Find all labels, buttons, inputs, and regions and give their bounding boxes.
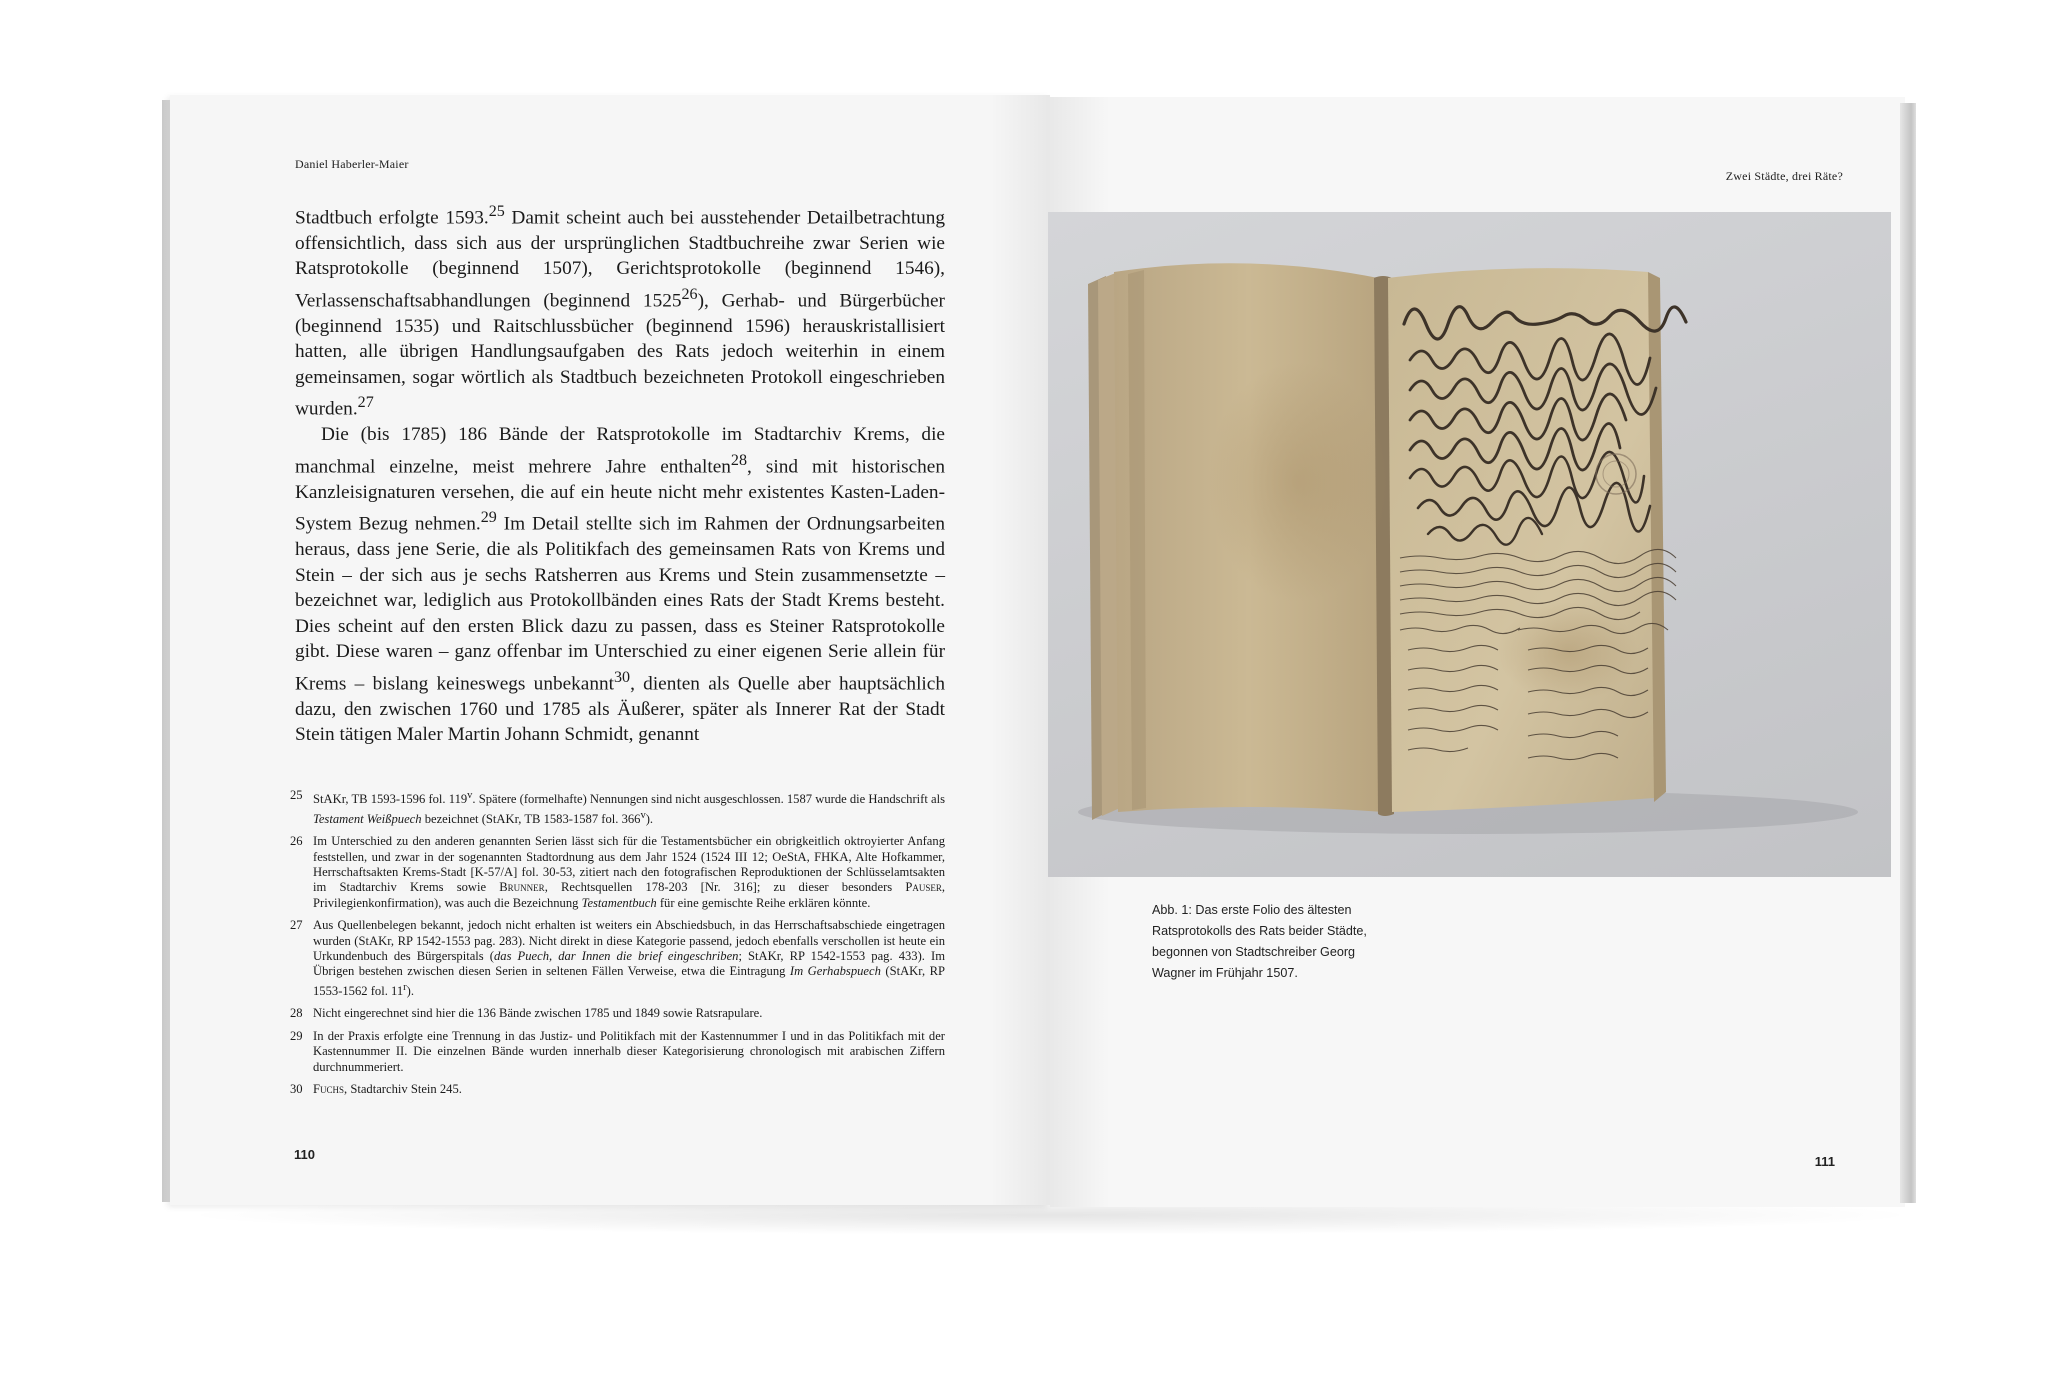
footnote-ref-25[interactable]: 25 <box>488 203 505 220</box>
paragraph-1: Stadtbuch erfolgte 1593.25 Damit scheint auch bei ausstehender Detailbetrachtung offensichtlich, dass sich aus der ursprünglichen Stadtbuchreihe zwar Serien wie Ratsprotokolle (beginnend 1507), Gerichtsprotokolle (beginnend 1546), Verlassenschaftsabhandlungen (beginnend 1525$^{26}$), Gerhab- und Bürgerbücher (beginnend 1535) und Raitschlussbücher (beginnend 1596) herauskristallisiert hatten, alle übrigen Handlungsaufgaben des Rats jedoch weiterhin in einem gemeinsamen, sogar wörtlich als Stadtbuch bezeichneten Protokoll eingeschrieben wurden.$^{27}$ <box>295 203 945 420</box>
footnote-30: 30 Fuchs, Stadtarchiv Stein 245. <box>290 1082 462 1097</box>
footnote-25: 25 StAKr, TB 1593-1596 fol. 119$^v$. Spätere (formelhafte) Nennungen sind nicht ausgeschlossen. 1587 wurde die Handschrift als Testament Weißpuech bezeichnet (StAKr, TB 1583-1587 fol. 366$^v$). <box>290 788 946 826</box>
manuscript-illustration <box>1048 212 1891 877</box>
left-gutter-shade <box>990 95 1050 1205</box>
footnote-ref-26[interactable]: 26 <box>681 285 698 303</box>
right-page-edges <box>1900 103 1916 1203</box>
footnote-ref-30[interactable]: 30 <box>614 668 631 686</box>
figure-caption: Abb. 1: Das erste Folio des ältesten Ratsprotokolls des Rats beider Städte, begonnen von Stadtschreiber Georg Wagner im Frühjahr 1507. <box>1152 903 1367 980</box>
footnote-28: 28 Nicht eingerechnet sind hier die 136 Bände zwischen 1785 und 1849 sowie Ratsrapulare. <box>290 1006 763 1021</box>
footnote-ref-28[interactable]: 28 <box>730 451 747 469</box>
footnote-ref-27[interactable]: 27 <box>357 394 374 412</box>
body-text <box>295 199 945 748</box>
footnote-29: 29 In der Praxis erfolgte eine Trennung in das Justiz- und Politikfach mit der Kastennummer I und in das Politikfach mit der Kastennummer II. Die einzelnen Bände wurden innerhalb dieser Kategorisierung chronologisch mit arabischen Ziffern durchnummeriert. <box>290 1028 945 1074</box>
footnote-27: 27 Aus Quellenbelegen bekannt, jedoch nicht erhalten ist weiters ein Abschiedsbuch, in das Herrschaftsabschiede eingetragen wurden (StAKr, RP 1542-1553 pag. 283). Nicht direkt in diese Kategorie passend, jedoch ebenfalls verschollen ist heute ein Urkundenbuch des Bürgerspitals (das Puech, dar Innen die brief eingeschriben; StAKr, RP 1542-1553 pag. 433). Im Übrigen bestehen zwischen diesen Serien in seltenen Fällen Verweise, etwa die Eintragung Im Gerhabspuech (StAKr, RP 1553-1562 fol. 11$^r$). <box>290 918 945 999</box>
page-number-right: 111 <box>1814 1154 1835 1169</box>
running-head-right: Zwei Städte, drei Räte? <box>1725 169 1843 183</box>
page-number-left: 110 <box>294 1147 315 1162</box>
footnote-ref-29[interactable]: 29 <box>480 509 497 527</box>
right-page <box>1050 97 1905 1207</box>
footnotes <box>290 788 945 1104</box>
manuscript-photo <box>1048 212 1891 877</box>
left-page <box>170 95 1050 1205</box>
paragraph-2: Die (bis 1785) 186 Bände der Ratsprotokolle im Stadtarchiv Krems, die manchmal einzelne, meist mehrere Jahre enthalten$^{28}$, sind mit historischen Kanzleisignaturen versehen, die auf ein heute nicht mehr existentes Kasten-Laden-System Bezug nehmen.$^{29}$ Im Detail stellte sich im Rahmen der Ordnungsarbeiten heraus, dass jene Serie, die als Politikfach des gemeinsamen Rats von Krems und Stein – der sich aus je sechs Ratsherren aus Krems und Stein zusammensetzte – bezeichnet war, lediglich aus Protokollbänden eines Rats der Stadt Krems besteht. Dies scheint auf den ersten Blick dazu zu passen, dass es Steiner Ratsprotokolle gibt. Diese waren – ganz offenbar im Unterschied zu einer eigenen Serie allein für Krems – bislang keineswegs unbekannt$^{30}$, dienten als Quelle aber hauptsächlich dazu, den zwischen 1760 und 1785 als Äußerer, später als Innerer Rat der Stadt Stein tätigen Maler Martin Johann Schmidt, genannt <box>295 424 945 746</box>
running-head-left: Daniel Haberler-Maier <box>295 157 409 171</box>
footnote-26: 26 Im Unterschied zu den anderen genannten Serien lässt sich für die Testamentsbücher ein obrigkeitlich oktroyierter Anfang feststellen, und zwar in der sogenannten Stadtordnung aus dem Jahr 1524 (1524 III 12; OeStA, FHKA, Alte Hofkammer, Herrschaftsakten Krems-Stadt [K-57/A] fol. 30-53, zitiert nach den fotografischen Reproduktionen der Schlüsselamtsakten im Stadtarchiv Krems sowie Brunner, Rechtsquellen 178-203 [Nr. 316]; zu dieser besonders Pauser, Privilegienkonfirmation), was auch die Bezeichnung Testamentbuch für eine gemischte Reihe erklären könnte. <box>290 834 945 910</box>
